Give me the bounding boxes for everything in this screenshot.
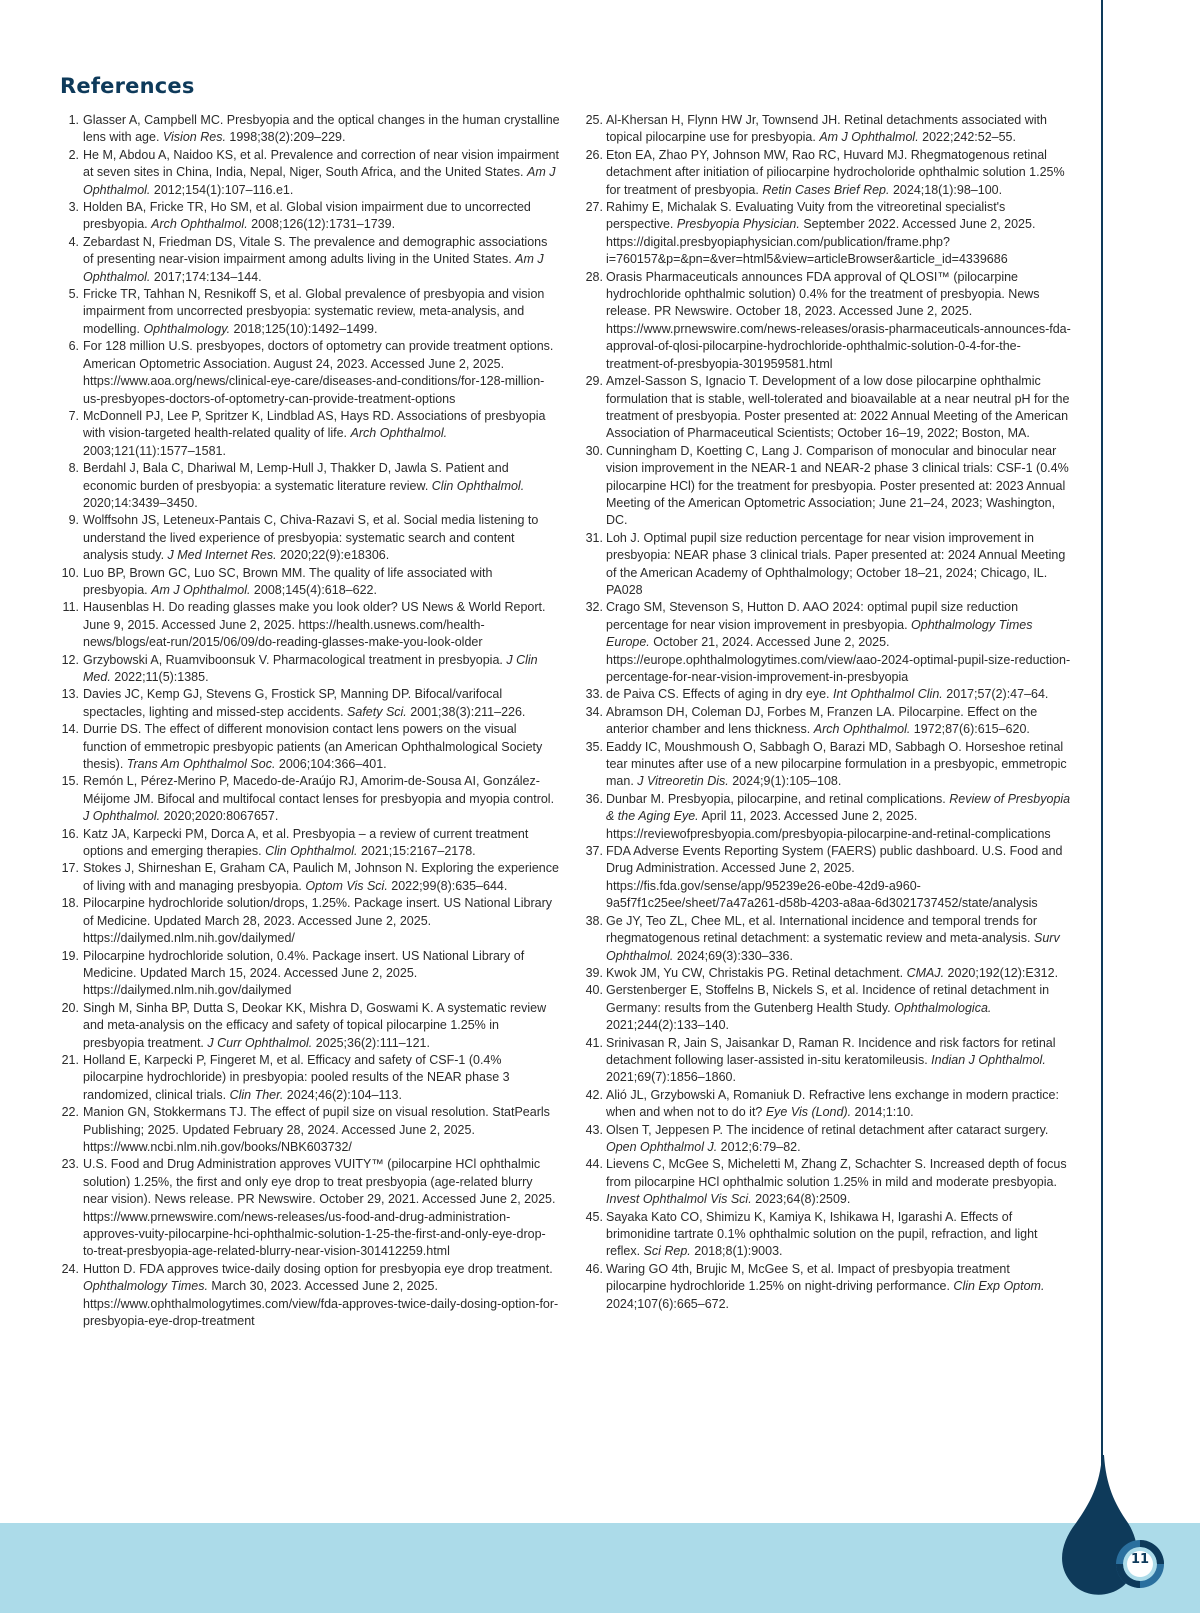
reference-text: 2024;18(1):98–100. [889, 182, 1003, 197]
reference-item [60, 338, 560, 408]
reference-text: Loh J. Optimal pupil size reduction percentage for near vision improvement in presbyopia: NEAR phase 3 clinical trials. Paper presented at: 2024 Annual Meeting of the American Academy of Ophthalmology; October 18–21, 2024; Chicago, IL. PA028 [606, 530, 1066, 597]
reference-text: Manion GN, Stokkermans TJ. The effect of pupil size on visual resolution. StatPearls Publishing; 2025. Updated February 28, 2024. Accessed June 2, 2025. https://www.ncbi.nlm.nih.gov/books/NBK603732/ [83, 1105, 550, 1154]
reference-number: 23. [61, 1157, 79, 1172]
journal-title: Retin Cases Brief Rep. [762, 182, 890, 197]
reference-item [583, 147, 1073, 199]
reference-item [583, 1261, 1073, 1313]
reference-number: 34. [585, 704, 603, 719]
journal-title: Clin Ophthalmol. [431, 478, 525, 493]
reference-number: 14. [61, 722, 79, 737]
journal-title: Optom Vis Sci. [305, 878, 388, 893]
reference-item [60, 1104, 560, 1156]
references-column-right [583, 112, 1073, 1313]
reference-item [60, 286, 560, 338]
reference-number: 38. [585, 913, 603, 928]
reference-text: 2024;46(2):104–113. [283, 1087, 402, 1102]
journal-title: Clin Exp Optom. [953, 1279, 1045, 1294]
reference-number: 6. [68, 339, 79, 354]
journal-title: Clin Ther. [229, 1087, 284, 1102]
reference-text: Singh M, Sinha BP, Dutta S, Deokar KK, Mishra D, Goswami K. A systematic review and meta-analysis on the efficacy and safety of topical pilocarpine 1.25% in presbyopia treatment. [83, 1000, 547, 1050]
reference-number: 20. [61, 1000, 79, 1015]
reference-text: Waring GO 4th, Brujic M, McGee S, et al. Impact of presbyopia treatment pilocarpine hydrochloride 1.25% on night-driving performance. [606, 1261, 1010, 1294]
reference-item [583, 1087, 1073, 1122]
reference-text: Remón L, Pérez-Merino P, Macedo-de-Araújo RJ, Amorim-de-Sousa AI, González-Méijome JM. Bifocal and multifocal contact lenses for presbyopia and myopia control. [83, 774, 555, 806]
journal-title: Indian J Ophthalmol. [931, 1052, 1046, 1067]
reference-number: 35. [585, 739, 603, 754]
reference-item [60, 1156, 560, 1260]
journal-title: Am J Ophthalmol. [151, 582, 251, 597]
reference-number: 19. [61, 948, 79, 963]
journal-title: Ophthalmology Times Europe. [606, 617, 1033, 650]
reference-item [583, 112, 1073, 147]
reference-text: Crago SM, Stevenson S, Hutton D. AAO 2024: optimal pupil size reduction percentage for near vision improvement in presbyopia. [606, 600, 1019, 632]
journal-title: Int Ophthalmol Clin. [832, 687, 943, 702]
reference-text: 2020;2020:8067657. [160, 809, 279, 824]
reference-text: Kwok JM, Yu CW, Christakis PG. Retinal detachment. [606, 965, 907, 980]
reference-item [583, 443, 1073, 530]
reference-item [583, 739, 1073, 791]
reference-item [583, 530, 1073, 600]
reference-item [583, 1122, 1073, 1157]
reference-item [60, 1052, 560, 1104]
journal-title: Am J Ophthalmol. [83, 252, 544, 284]
reference-item [60, 721, 560, 773]
journal-title: Eye Vis (Lond). [765, 1105, 852, 1120]
reference-number: 10. [61, 565, 79, 580]
reference-text: 1998;38(2):209–229. [225, 130, 346, 145]
reference-number: 31. [585, 530, 603, 545]
reference-number: 30. [585, 443, 603, 458]
reference-text: Eton EA, Zhao PY, Johnson MW, Rao RC, Huvard MJ. Rhegmatogenous retinal detachment after initiation of piliocarpine hydrocholoride ophthalmic solution 1.25% for treatment of presbyopia. [606, 147, 1065, 197]
reference-item [583, 965, 1073, 982]
reference-text: September 2022. Accessed June 2, 2025. https://digital.presbyopiaphysician.com/publication/frame.php?i=760157&p=&pn=&ver=html5&view=articleBrowser&article_id=4339686 [606, 217, 1036, 267]
reference-number: 43. [585, 1122, 603, 1137]
reference-text: Dunbar M. Presbyopia, pilocarpine, and retinal complications. [606, 791, 950, 806]
reference-text: 2021;244(2):133–140. [606, 1018, 730, 1033]
reference-number: 28. [585, 269, 603, 284]
reference-text: October 21, 2024. Accessed June 2, 2025. https://europe.ophthalmologytimes.com/view/aao-2024-optimal-pupil-size-reduction-percentage-for-near-vision-improvement-in-presbyopia [606, 635, 1071, 684]
reference-number: 1. [68, 113, 79, 127]
reference-number: 37. [585, 844, 603, 859]
reference-number: 33. [585, 687, 603, 702]
reference-text: Hutton D. FDA approves twice-daily dosing option for presbyopia eye drop treatment. [83, 1261, 553, 1276]
reference-text: 2017;57(2):47–64. [942, 687, 1049, 702]
reference-text: Eaddy IC, Moushmoush O, Sabbagh O, Barazi MD, Sabbagh O. Horseshoe retinal tear minutes after use of a new pilocarpine formulation in a presbyopic, emmetropic man. [606, 739, 1067, 789]
reference-item [60, 112, 560, 147]
reference-number: 21. [61, 1052, 79, 1067]
page-number: 11 [1130, 1552, 1150, 1567]
reference-item [583, 704, 1073, 739]
journal-title: J Clin Med. [83, 652, 538, 684]
reference-item [60, 460, 560, 512]
journal-title: Ophthalmologica. [894, 1000, 992, 1015]
reference-text: For 128 million U.S. presbyopes, doctors of optometry can provide treatment options. American Optometric Association. August 24, 2023. Accessed June 2, 2025. https://www.aoa.org/news/clinical-eye-care/diseases-and-conditions/for-128-million-us-presbyopes-doctors-of-optometry-can-provide-treatment-options [83, 339, 554, 406]
reference-text: 2024;9(1):105–108. [728, 774, 842, 789]
reference-text: Pilocarpine hydrochloride solution, 0.4%. Package insert. US National Library of Medicine. Updated March 15, 2024. Accessed June 2, 2025. https://dailymed.nlm.nih.gov/dailymed [83, 948, 525, 998]
reference-text: 2022;242:52–55. [918, 130, 1016, 145]
reference-item [60, 234, 560, 286]
reference-item [60, 860, 560, 895]
reference-text: Glasser A, Campbell MC. Presbyopia and the optical changes in the human crystalline lens with age. [83, 113, 560, 145]
reference-item [583, 686, 1073, 703]
reference-item [583, 791, 1073, 843]
journal-title: Safety Sci. [347, 704, 407, 719]
reference-text: Amzel-Sasson S, Ignacio T. Development of a low dose pilocarpine ophthalmic formulation that is stable, well-tolerated and bioavailable at a near neutral pH for the treatment of presbyopia. Poster presented at: 2022 Annual Meeting of the American Association of Pharmaceutical Scientists; October 16–19, 2022; Boston, MA. [606, 374, 1070, 441]
reference-number: 32. [585, 600, 603, 615]
reference-number: 36. [585, 791, 603, 806]
reference-number: 9. [68, 513, 79, 528]
reference-item [583, 269, 1073, 373]
reference-text: 2022;11(5):1385. [110, 670, 209, 684]
journal-title: Arch Ophthalmol. [151, 217, 248, 232]
reference-number: 13. [61, 687, 79, 702]
reference-item [583, 1035, 1073, 1087]
reference-number: 40. [585, 983, 603, 998]
reference-number: 17. [61, 861, 79, 876]
reference-text: 2023;64(8):2509. [751, 1192, 851, 1207]
reference-item [60, 773, 560, 825]
reference-text: Hausenblas H. Do reading glasses make you look older? US News & World Report. June 9, 2015. Accessed June 2, 2025. https://health.usnews.com/health-news/blogs/eat-run/2015/06/09/do-reading-glasses-make-you-look-older [83, 600, 546, 650]
reference-item [583, 1209, 1073, 1261]
journal-title: J Ophthalmol. [83, 809, 161, 824]
reference-text: U.S. Food and Drug Administration approves VUITY™ (pilocarpine HCl ophthalmic solution) 1.25%, the first and only eye drop to treat presbyopia (age-related blurry near vision). News release. PR Newswire. October 29, 2021. Accessed June 2, 2025. https://www.prnewswire.com/news-releases/us-food-and-drug-administration-approves-vuity-pilocarpine-hci-ophthalmic-solution-1-25-the-first-and-only-eye-drop-to-treat-presbyopia-age-related-blurry-near-vision-301412259.html [83, 1157, 556, 1259]
reference-text: Luo BP, Brown GC, Luo SC, Brown MM. The quality of life associated with presbyopia. [83, 565, 493, 597]
reference-number: 39. [585, 965, 603, 980]
journal-title: Clin Ophthalmol. [265, 844, 358, 859]
reference-item [60, 686, 560, 721]
reference-item [60, 652, 560, 687]
reference-text: Alió JL, Grzybowski A, Romaniuk D. Refractive lens exchange in modern practice: when and when not to do it? [606, 1087, 1059, 1120]
reference-item [583, 843, 1073, 913]
reference-text: 2001;38(3):211–226. [406, 704, 526, 719]
reference-number: 12. [61, 652, 79, 667]
reference-number: 24. [61, 1261, 79, 1276]
reference-text: FDA Adverse Events Reporting System (FAERS) public dashboard. U.S. Food and Drug Administration. Accessed June 2, 2025. https://fis.fda.gov/sense/app/95239e26-e0be-42d9-a960-9a5f7f1c25ee/sheet/7a47a261-d58b-4203-a8aa-6d3021737452/state/analysis [606, 844, 1063, 911]
reference-text: Stokes J, Shirneshan E, Graham CA, Paulich M, Johnson N. Exploring the experience of living with and managing presbyopia. [83, 861, 559, 893]
journal-title: Presbyopia Physician. [676, 217, 800, 232]
journal-title: CMAJ. [906, 965, 945, 980]
reference-text: Gerstenberger E, Stoffelns B, Nickels S, et al. Incidence of retinal detachment in Germany: results from the Gutenberg Health Study. [606, 983, 1050, 1015]
journal-title: Trans Am Ophthalmol Soc. [126, 757, 276, 772]
reference-number: 16. [61, 826, 79, 841]
reference-number: 25. [585, 113, 603, 127]
reference-number: 7. [68, 408, 79, 423]
reference-text: 2003;121(11):1577–1581. [83, 443, 226, 458]
reference-text: 2021;15:2167–2178. [357, 844, 476, 859]
reference-number: 5. [68, 287, 79, 302]
reference-number: 18. [61, 896, 79, 911]
reference-text: Holden BA, Fricke TR, Ho SM, et al. Global vision impairment due to uncorrected presbyopia. [83, 200, 531, 232]
reference-item [60, 408, 560, 460]
reference-text: 2022;99(8):635–644. [387, 878, 508, 893]
reference-item [583, 599, 1073, 686]
reference-text: April 11, 2023. Accessed June 2, 2025. https://reviewofpresbyopia.com/presbyopia-pilocarpine-and-retinal-complications [606, 809, 1051, 841]
journal-title: J Med Internet Res. [167, 548, 277, 563]
reference-text: 2012;154(1):107–116.e1. [150, 182, 294, 197]
reference-text: Katz JA, Karpecki PM, Dorca A, et al. Presbyopia – a review of current treatment options and emerging therapies. [83, 826, 529, 859]
reference-text: March 30, 2023. Accessed June 2, 2025. https://www.ophthalmologytimes.com/view/fda-approves-twice-daily-dosing-option-for-presbyopia-eye-drop-treatment [83, 1279, 559, 1329]
reference-number: 45. [585, 1209, 603, 1224]
reference-text: He M, Abdou A, Naidoo KS, et al. Prevalence and correction of near vision impairment at seven sites in China, India, Nepal, Niger, South Africa, and the United States. [83, 147, 559, 180]
reference-number: 42. [585, 1087, 603, 1102]
reference-text: 2024;69(3):330–336. [673, 948, 793, 963]
journal-title: Arch Ophthalmol. [813, 722, 911, 737]
reference-text: Olsen T, Jeppesen P. The incidence of retinal detachment after cataract surgery. [606, 1122, 1049, 1137]
reference-item [60, 826, 560, 861]
footer-band [0, 1523, 1200, 1613]
reference-text: 2018;125(10):1492–1499. [230, 321, 378, 336]
reference-text: 2014;1:10. [851, 1105, 914, 1120]
reference-text: Orasis Pharmaceuticals announces FDA approval of QLOSI™ (pilocarpine hydrochloride ophthalmic solution) 0.4% for the treatment of presbyopia. News release. PR Newswire. October 18, 2023. Accessed June 2, 2025. https://www.prnewswire.com/news-releases/orasis-pharmaceuticals-announces-fda-approval-of-qlosi-pilocarpine-hydrochloride-ophthalmic-solution-0-4-for-the-treatment-of-presbyopia-301959581.html [606, 269, 1071, 371]
reference-text: Ge JY, Teo ZL, Chee ML, et al. International incidence and temporal trends for rhegmatogenous retinal detachment: a systematic review and meta-analysis. [606, 913, 1038, 946]
reference-item [60, 512, 560, 564]
journal-title: Ophthalmology Times. [83, 1279, 208, 1294]
journal-title: Surv Ophthalmol. [606, 931, 1060, 963]
reference-number: 41. [585, 1035, 603, 1050]
reference-number: 15. [61, 774, 79, 789]
page-title: References [60, 74, 195, 98]
journal-title: Sci Rep. [643, 1244, 691, 1259]
reference-number: 29. [585, 374, 603, 389]
reference-text: Al-Khersan H, Flynn HW Jr, Townsend JH. Retinal detachments associated with topical pilocarpine use for presbyopia. [606, 113, 1047, 145]
reference-text: de Paiva CS. Effects of aging in dry eye. [606, 687, 833, 702]
reference-text: Lievens C, McGee S, Micheletti M, Zhang Z, Schachter S. Increased depth of focus from pilocarpine HCl ophthalmic solution 1.25% in mild and moderate presbyopia. [606, 1157, 1067, 1189]
references-column-left [60, 112, 560, 1330]
reference-text: Pilocarpine hydrochloride solution/drops, 1.25%. Package insert. US National Library of Medicine. Updated March 28, 2023. Accessed June 2, 2025. https://dailymed.nlm.nih.gov/dailymed/ [83, 896, 553, 946]
reference-text: Berdahl J, Bala C, Dhariwal M, Lemp-Hull J, Thakker D, Jawla S. Patient and economic burden of presbyopia: a systematic literature review. [83, 461, 509, 493]
reference-item [60, 1000, 560, 1052]
reference-number: 11. [62, 600, 79, 615]
journal-title: Review of Presbyopia & the Aging Eye. [606, 791, 1071, 824]
reference-text: 2025;36(2):111–121. [312, 1035, 430, 1050]
reference-text: 2024;107(6):665–672. [606, 1296, 730, 1311]
reference-number: 4. [68, 234, 79, 249]
reference-text: Fricke TR, Tahhan N, Resnikoff S, et al. Global prevalence of presbyopia and vision impairment from uncorrected presbyopia: systematic review, meta-analysis, and modelling. [83, 287, 545, 336]
journal-title: Ophthalmology. [143, 321, 231, 336]
reference-text: 2006;104:366–401. [275, 757, 387, 772]
reference-text: Holland E, Karpecki P, Fingeret M, et al. Efficacy and safety of CSF-1 (0.4% pilocarpine hydrochloride) in presbyopia: pooled results of the NEAR phase 3 randomized, clinical trials. [83, 1052, 510, 1102]
reference-text: McDonnell PJ, Lee P, Spritzer K, Lindblad AS, Hays RD. Associations of presbyopia with vision-targeted health-related quality of life. [83, 408, 546, 441]
reference-item [583, 373, 1073, 443]
reference-item [583, 1156, 1073, 1208]
reference-text: 2017;174:134–144. [150, 269, 262, 284]
reference-item [60, 147, 560, 199]
reference-text: 2008;145(4):618–622. [250, 582, 377, 597]
reference-number: 27. [585, 200, 603, 215]
journal-title: Am J Ophthalmol. [819, 130, 919, 145]
journal-title: Am J Ophthalmol. [83, 165, 556, 197]
reference-item [60, 1261, 560, 1331]
reference-text: Rahimy E, Michalak S. Evaluating Vuity from the vitreoretinal specialist's perspective. [606, 200, 1006, 232]
reference-number: 26. [585, 147, 603, 162]
decorative-drip-line [1101, 0, 1103, 1470]
reference-text: 2018;8(1):9003. [690, 1244, 783, 1259]
reference-number: 44. [585, 1157, 603, 1172]
reference-text: 2008;126(12):1731–1739. [247, 217, 396, 232]
journal-title: J Curr Ophthalmol. [207, 1035, 313, 1050]
reference-text: Cunningham D, Koetting C, Lang J. Comparison of monocular and binocular near vision improvement in the NEAR-1 and NEAR-2 phase 3 clinical trials: CSF-1 (0.4% pilocarpine HCl) for the treatment for presbyopia. Poster presented at: 2023 Annual Meeting of the American Optometric Association; June 21–24, 2023; Washington, DC. [606, 443, 1069, 528]
reference-text: Zebardast N, Friedman DS, Vitale S. The prevalence and demographic associations of presenting near-vision impairment among adults living in the United States. [83, 234, 548, 267]
reference-item [60, 599, 560, 651]
reference-text: Durrie DS. The effect of different monovision contact lens powers on the visual function of emmetropic presbyopic patients (an American Ophthalmological Society thesis). [83, 722, 543, 772]
journal-title: Vision Res. [162, 130, 226, 145]
reference-number: 46. [585, 1261, 603, 1276]
reference-text: 1972;87(6):615–620. [910, 722, 1030, 737]
reference-item [60, 565, 560, 600]
journal-title: J Vitreoretin Dis. [637, 774, 729, 789]
reference-number: 22. [61, 1105, 79, 1120]
reference-item [60, 199, 560, 234]
reference-text: 2012;6:79–82. [717, 1139, 801, 1154]
reference-text: 2020;22(9):e18306. [276, 548, 390, 563]
reference-text: Grzybowski A, Ruamviboonsuk V. Pharmacological treatment in presbyopia. [83, 652, 507, 667]
reference-text: Sayaka Kato CO, Shimizu K, Kamiya K, Ishikawa H, Igarashi A. Effects of brimonidine tartrate 0.1% ophthalmic solution on the pupil, refraction, and light reflex. [606, 1209, 1038, 1259]
reference-item [583, 913, 1073, 965]
reference-text: Davies JC, Kemp GJ, Stevens G, Frostick SP, Manning DP. Bifocal/varifocal spectacles, lighting and missed-step accidents. [83, 687, 503, 719]
reference-text: Srinivasan R, Jain S, Jaisankar D, Raman R. Incidence and risk factors for retinal detachment following laser-assisted in-situ keratomileusis. [606, 1035, 1056, 1067]
reference-text: 2021;69(7):1856–1860. [606, 1070, 736, 1085]
reference-item [60, 948, 560, 1000]
reference-text: 2020;14:3439–3450. [83, 495, 198, 510]
reference-item [60, 895, 560, 947]
reference-number: 8. [68, 461, 79, 476]
reference-text: Wolffsohn JS, Leteneux-Pantais C, Chiva-Razavi S, et al. Social media listening to understand the lived experience of presbyopia: systematic search and content analysis study. [83, 513, 539, 563]
reference-text: Abramson DH, Coleman DJ, Forbes M, Franzen LA. Pilocarpine. Effect on the anterior chamber and lens thickness. [606, 704, 1038, 737]
journal-title: Invest Ophthalmol Vis Sci. [606, 1192, 752, 1207]
reference-item [583, 199, 1073, 269]
journal-title: Arch Ophthalmol. [350, 426, 448, 441]
reference-text: 2020;192(12):E312. [944, 965, 1059, 980]
reference-number: 2. [68, 147, 79, 162]
reference-number: 3. [68, 200, 79, 215]
journal-title: Open Ophthalmol J. [606, 1139, 718, 1154]
reference-item [583, 982, 1073, 1034]
